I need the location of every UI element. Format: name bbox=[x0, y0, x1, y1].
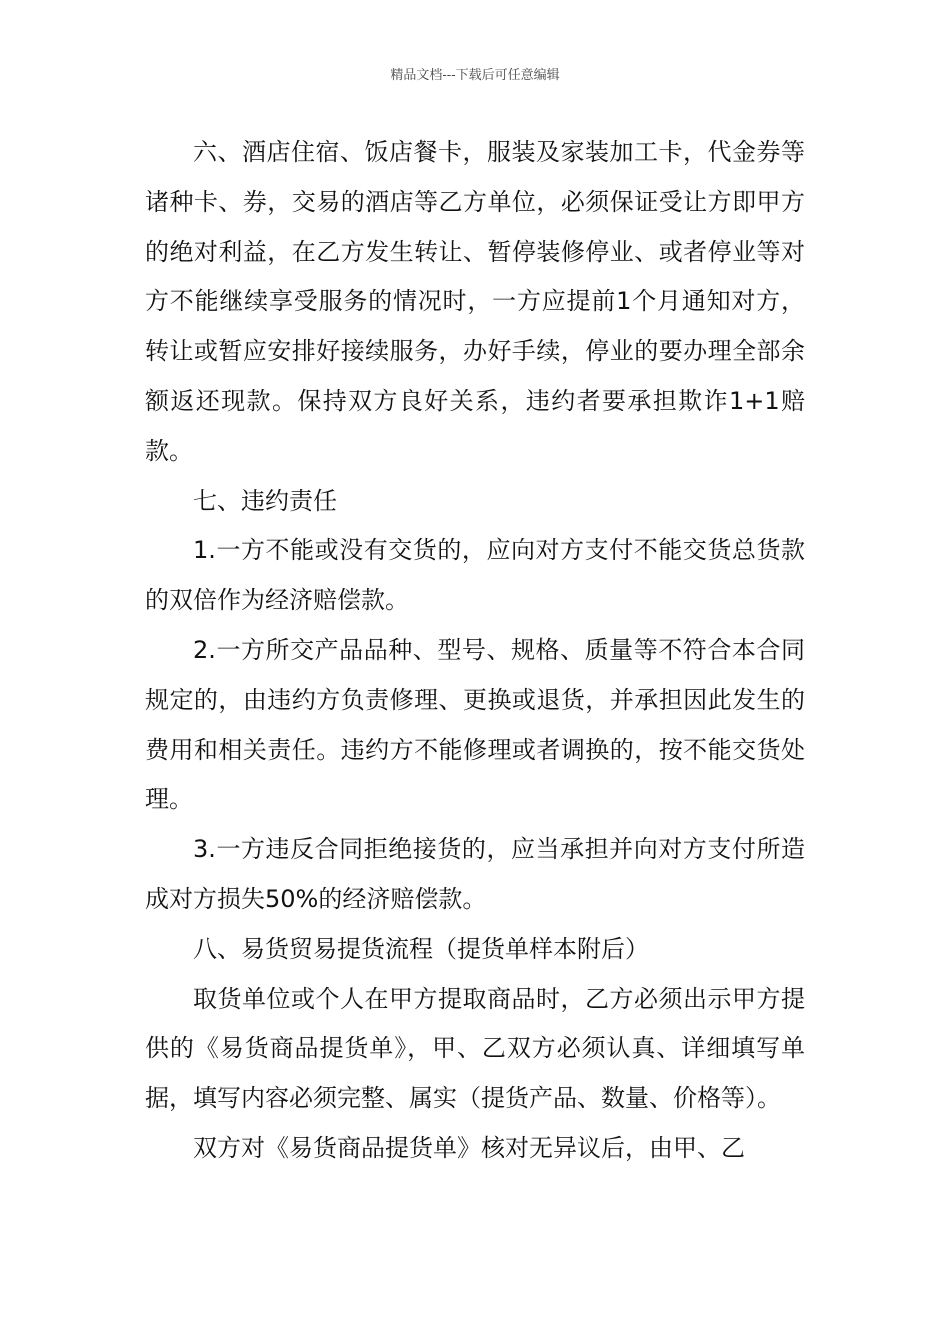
paragraph-clause-1: 1.一方不能或没有交货的，应向对方支付不能交货总货款的双倍作为经济赔偿款。 bbox=[145, 536, 805, 615]
paragraph-pickup-procedure: 取货单位或个人在甲方提取商品时，乙方必须出示甲方提供的《易货商品提货单》，甲、乙双方必须认真、详细填写单据，填写内容必须完整、属实（提货产品、数量、价格等）。 bbox=[145, 984, 805, 1113]
paragraph-clause-3: 3.一方违反合同拒绝接货的，应当承担并向对方支付所造成对方损失50%的经济赔偿款。 bbox=[145, 835, 805, 913]
heading-pickup-process: 八、易货贸易提货流程（提货单样本附后） bbox=[193, 934, 649, 963]
page-header: 精品文档---下载后可任意编辑 bbox=[390, 68, 560, 83]
paragraph-hotel-cards: 六、酒店住宿、饭店餐卡，服装及家装加工卡，代金券等诸种卡、券，交易的酒店等乙方单位，必须保证受让方即甲方的绝对利益，在乙方发生转让、暂停装修停业、或者停业等对方不能继续享受服务的情况时，一方应提前1个月通知对方，转让或暂应安排好接续服务，办好手续，停业的要办理全部余额返还现款。保持双方良好关系，违约者要承担欺诈1+1赔款。 bbox=[145, 138, 805, 465]
paragraph-clause-2: 2.一方所交产品品种、型号、规格、质量等不符合本合同规定的，由违约方负责修理、更换或退货，并承担因此发生的费用和相关责任。违约方不能修理或者调换的，按不能交货处理。 bbox=[145, 635, 805, 814]
document-body bbox=[145, 128, 805, 1174]
heading-breach-liability: 七、违约责任 bbox=[193, 486, 337, 515]
paragraph-verification: 双方对《易货商品提货单》核对无异议后，由甲、乙 bbox=[193, 1133, 745, 1162]
